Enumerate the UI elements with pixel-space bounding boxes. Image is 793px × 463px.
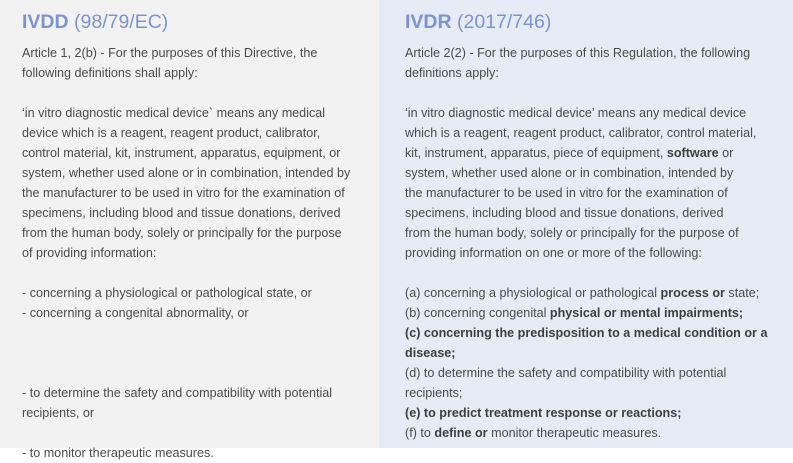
ivdr-definition-line: specimens, including blood and tissue donations, derived: [405, 206, 724, 220]
ivdd-intro: [22, 43, 371, 83]
ivdr-item-d-cont: recipients;: [405, 386, 463, 400]
ivdr-heading-abbr: IVDR: [405, 11, 452, 33]
spacer: [22, 423, 371, 443]
ivdr-definition-line: from the human body, solely or principally for the purpose of: [405, 226, 739, 240]
ivdd-item-safety-cont: recipients, or: [22, 406, 95, 420]
ivdd-definition-line: specimens, including blood and tissue donations, derived: [22, 206, 341, 220]
ivdr-definition-line: which is a reagent, reagent product, calibrator, control material,: [405, 126, 757, 140]
ivdr-column: [379, 0, 793, 448]
ivdd-item-safety: - to determine the safety and compatibility with potential: [22, 386, 333, 400]
ivdr-intro-line: definitions apply:: [405, 66, 499, 80]
ivdd-intro-line: following definitions shall apply:: [22, 66, 198, 80]
bold-text-run: (c) concerning the predisposition to a medical condition or a: [405, 326, 768, 340]
ivdd-heading-ref: (98/79/EC): [68, 11, 169, 33]
text-run: monitor therapeutic measures.: [487, 426, 662, 440]
ivdr-item-c-cont: [405, 343, 785, 363]
bold-text-run: (e) to predict treatment response or reactions;: [405, 406, 682, 420]
ivdd-definition-line: system, whether used alone or in combination, intended by: [22, 166, 351, 180]
ivdd-definition-line: control material, kit, instrument, apparatus, equipment, or: [22, 146, 341, 160]
ivdr-item-b: [405, 303, 785, 323]
text-run: (f) to: [405, 426, 435, 440]
text-run: state;: [724, 286, 760, 300]
ivdd-definition-line: of providing information:: [22, 246, 157, 260]
ivdr-definition-line: ‘in vitro diagnostic medical device’ means any medical device: [405, 106, 747, 120]
ivdr-intro: [405, 43, 785, 83]
text-run: (b) concerning congenital: [405, 306, 550, 320]
text-run: or: [718, 146, 734, 160]
text-run: kit, instrument, apparatus, piece of equipment,: [405, 146, 667, 160]
ivdr-item-c: [405, 323, 785, 343]
text-run: (a) concerning a physiological or pathological: [405, 286, 661, 300]
bold-text-run: define or: [434, 426, 488, 440]
bold-text-run: physical or mental impairments;: [549, 306, 744, 320]
ivdr-definition-line: providing information on one or more of the following:: [405, 246, 702, 260]
ivdd-definition-line: from the human body, solely or principally for the purpose: [22, 226, 342, 240]
ivdd-item-monitor: - to monitor therapeutic measures.: [22, 446, 214, 460]
ivdd-item-physiological: - concerning a physiological or pathological state, or: [22, 286, 312, 300]
bold-text-run: disease;: [405, 346, 456, 360]
ivdd-definition-line: device which is a reagent, reagent product, calibrator,: [22, 126, 321, 140]
ivdr-definition-line: system, whether used alone or in combination, intended by: [405, 166, 734, 180]
ivdd-heading: [22, 10, 371, 34]
ivdd-item-congenital: - concerning a congenital abnormality, or: [22, 306, 249, 320]
ivdr-intro-line: Article 2(2) - For the purposes of this Regulation, the following: [405, 46, 751, 60]
ivdr-item-d: (d) to determine the safety and compatibility with potential: [405, 366, 727, 380]
ivdr-definition-line: [405, 143, 785, 163]
spacer: [22, 323, 371, 383]
ivdr-heading-ref: (2017/746): [451, 11, 552, 33]
bold-text-run: process or: [660, 286, 725, 300]
ivdd-definition-line: the manufacturer to be used in vitro for the examination of: [22, 186, 345, 200]
ivdr-definition-line: the manufacturer to be used in vitro for the examination of: [405, 186, 728, 200]
ivdr-item-a: [405, 283, 785, 303]
ivdd-definition-line: ‘in vitro diagnostic medical device` means any medical: [22, 106, 326, 120]
ivdr-heading: [405, 10, 785, 34]
ivdd-column: [0, 0, 379, 460]
ivdr-item-f: [405, 423, 785, 443]
ivdr-item-e: [405, 403, 785, 423]
ivdr-definition: [405, 103, 785, 263]
ivdd-definition: [22, 103, 371, 263]
bold-text-run: software: [666, 146, 719, 160]
ivdd-heading-abbr: IVDD: [22, 11, 69, 33]
ivdd-intro-line: Article 1, 2(b) - For the purposes of this Directive, the: [22, 46, 318, 60]
